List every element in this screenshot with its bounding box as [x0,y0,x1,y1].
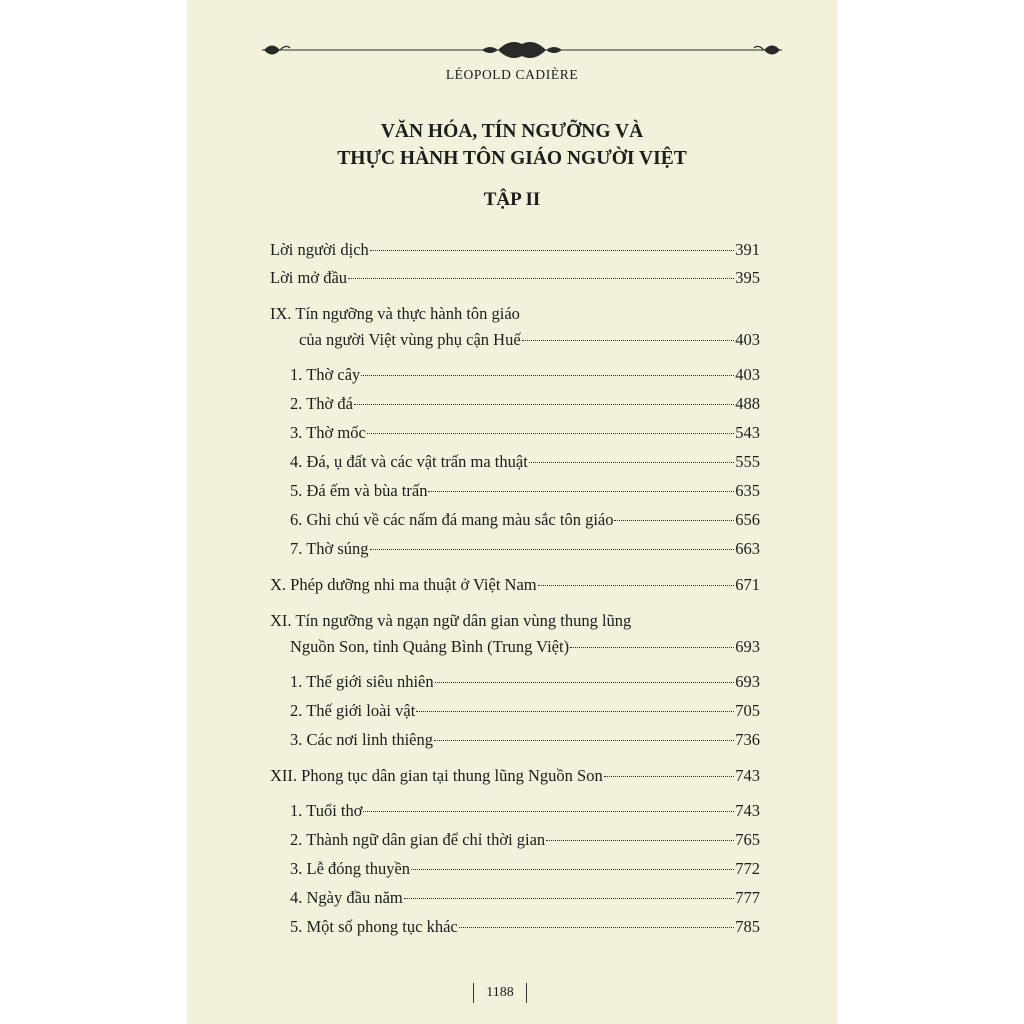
toc-item[interactable]: 4. Ngày đầu năm 777 [290,888,760,907]
book-title-line-1: VĂN HÓA, TÍN NGƯỠNG VÀ [380,121,644,142]
toc-item[interactable]: 1. Tuổi thơ 743 [290,801,760,820]
toc-entry-translator-note[interactable]: Lời người dịch 391 [270,240,760,259]
leader-dots [604,775,735,777]
leader-dots [538,584,735,586]
divider [526,983,527,1003]
toc-item[interactable]: 1. Thế giới siêu nhiên 693 [290,672,760,691]
toc-entry-preface[interactable]: Lời mở đầu 395 [270,268,760,287]
leader-dots [348,277,734,279]
toc-item[interactable]: 2. Thành ngữ dân gian để chỉ thời gian 765 [290,830,760,849]
toc-item[interactable]: 5. Một số phong tục khác 785 [290,917,760,936]
leader-dots [434,739,734,741]
toc-item[interactable]: 4. Đá, ụ đất và các vật trấn ma thuật 555 [290,452,760,471]
leader-dots [546,839,734,841]
leader-dots [614,519,734,521]
leader-dots [428,490,734,492]
toc-item[interactable]: 2. Thờ đá 488 [290,394,760,413]
book-title-line-2: THỰC HÀNH TÔN GIÁO NGƯỜI VIỆT [337,148,687,169]
toc-chapter-11-line-1[interactable]: XI. Tín ngưỡng và ngạn ngữ dân gian vùng thung lũng [270,611,632,630]
leader-dots [459,926,735,928]
leader-dots [416,710,734,712]
toc-chapter-11[interactable]: Nguồn Son, tỉnh Quảng Bình (Trung Việt) 693 [290,637,760,656]
leader-dots [435,681,735,683]
leader-dots [522,339,735,341]
toc-item[interactable]: 3. Thờ mốc 543 [290,423,760,442]
toc-item[interactable]: 1. Thờ cây 403 [290,365,760,384]
toc-chapter-10[interactable]: X. Phép dưỡng nhi ma thuật ở Việt Nam 671 [270,575,760,594]
toc-item[interactable]: 5. Đá ếm và bùa trấn 635 [290,481,760,500]
page-number-footer [468,982,532,1004]
leader-dots [411,868,734,870]
toc-item[interactable]: 3. Lễ đóng thuyền 772 [290,859,760,878]
page-number: 1188 [486,985,514,1000]
leader-dots [370,249,734,251]
toc-item[interactable]: 3. Các nơi linh thiêng 736 [290,730,760,749]
author-name: LÉOPOLD CADIÈRE [445,67,579,82]
toc-item[interactable]: 2. Thế giới loài vật 705 [290,701,760,720]
leader-dots [363,810,734,812]
toc-item[interactable]: 6. Ghi chú về các nấm đá mang màu sắc tôn giáo 656 [290,510,760,529]
toc-chapter-9-line-1[interactable]: IX. Tín ngưỡng và thực hành tôn giáo [270,304,520,323]
leader-dots [367,432,734,434]
toc-item[interactable]: 7. Thờ súng 663 [290,539,760,558]
leader-dots [570,646,734,648]
leader-dots [404,897,735,899]
toc-chapter-9[interactable]: của người Việt vùng phụ cận Huế 403 [299,330,760,349]
leader-dots [529,461,734,463]
leader-dots [370,548,735,550]
leader-dots [354,403,734,405]
toc-chapter-12[interactable]: XII. Phong tục dân gian tại thung lũng Nguồn Son 743 [270,766,760,785]
volume-label: TẬP II [483,189,541,210]
leader-dots [361,374,734,376]
